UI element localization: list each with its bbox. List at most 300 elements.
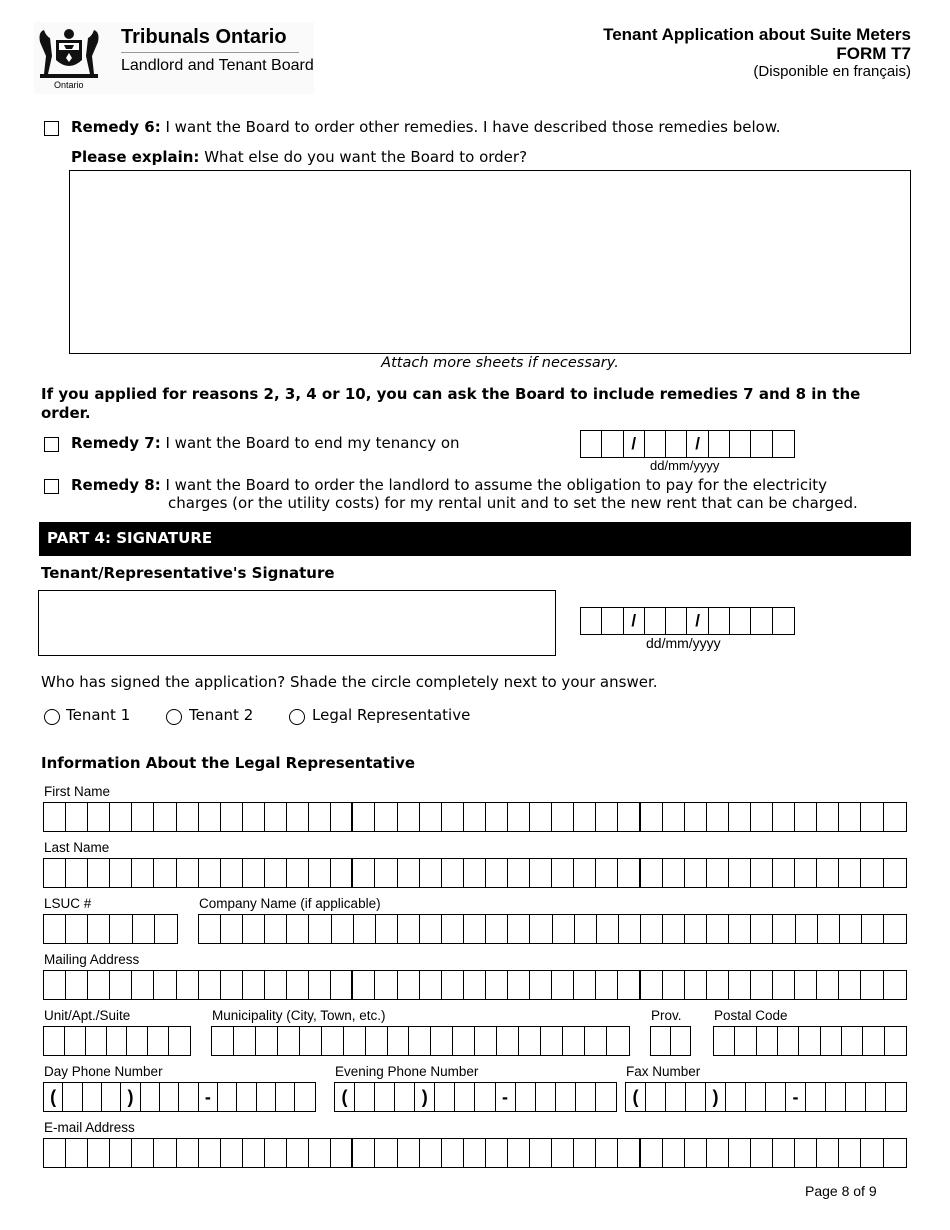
char-cell [508, 1139, 530, 1167]
char-cell [795, 1139, 817, 1167]
char-cell: - [199, 1083, 218, 1111]
remedy7-label: Remedy 7: [71, 434, 161, 452]
date-cell [602, 608, 623, 634]
char-cell [110, 1139, 132, 1167]
date-cell: / [687, 431, 708, 457]
char-cell [66, 859, 88, 887]
char-cell [265, 915, 287, 943]
char-cell [508, 915, 530, 943]
char-cell [574, 803, 596, 831]
char-cell [199, 971, 221, 999]
char-cell [257, 1083, 276, 1111]
date-cell [730, 431, 751, 457]
char-cell [806, 1083, 826, 1111]
char-cell [179, 1083, 198, 1111]
char-cell [663, 859, 685, 887]
remedy8-label: Remedy 8: [71, 476, 161, 494]
char-cell [817, 1139, 839, 1167]
char-cell [398, 1139, 420, 1167]
char-cell [243, 1139, 265, 1167]
char-cell [646, 1083, 666, 1111]
char-cell [375, 859, 397, 887]
char-cell [218, 1083, 237, 1111]
signature-heading: Tenant/Representative's Signature [41, 564, 335, 582]
char-cell [154, 1139, 176, 1167]
char-cell [757, 1027, 778, 1055]
char-cell [409, 1027, 431, 1055]
remedy8-text-line1: I want the Board to order the landlord to assume the obligation to pay for the electricity [165, 476, 828, 494]
header-logo-area [34, 22, 314, 94]
part4-header-bar [39, 522, 911, 556]
evening-phone-field[interactable] [334, 1082, 617, 1112]
day-phone-label: Day Phone Number [44, 1064, 163, 1079]
date-cell [645, 608, 666, 634]
char-cell [530, 1139, 552, 1167]
char-cell [243, 971, 265, 999]
char-cell [366, 1027, 388, 1055]
char-cell [817, 859, 839, 887]
char-cell [861, 971, 883, 999]
char-cell [751, 915, 773, 943]
char-cell [464, 1139, 486, 1167]
char-cell [278, 1027, 300, 1055]
char-cell [751, 1139, 773, 1167]
char-cell [83, 1083, 102, 1111]
french-note: (Disponible en français) [753, 63, 911, 80]
char-cell [839, 971, 861, 999]
day-phone-field[interactable] [43, 1082, 316, 1112]
char-cell [110, 803, 132, 831]
lsuc-field[interactable] [43, 914, 178, 944]
char-cell [666, 1083, 686, 1111]
char-cell [243, 803, 265, 831]
signature-box[interactable] [38, 590, 556, 656]
char-cell [530, 915, 552, 943]
char-cell [353, 971, 375, 999]
char-cell [826, 1083, 846, 1111]
char-cell [464, 971, 486, 999]
date-cell [773, 431, 794, 457]
unit-field[interactable] [43, 1026, 191, 1056]
char-cell [44, 1139, 66, 1167]
char-cell [735, 1027, 756, 1055]
char-cell [464, 859, 486, 887]
char-cell [574, 971, 596, 999]
char-cell [751, 803, 773, 831]
reasons-note: If you applied for reasons 2, 3, 4 or 10, you can ask the Board to include remedies 7 and 8 in the order. [41, 385, 861, 422]
char-cell [530, 971, 552, 999]
char-cell [641, 1139, 663, 1167]
email-label: E-mail Address [44, 1120, 135, 1135]
char-cell [821, 1027, 842, 1055]
char-cell [309, 915, 331, 943]
char-cell [817, 803, 839, 831]
char-cell [508, 803, 530, 831]
attach-note: Attach more sheets if necessary. [381, 355, 619, 371]
char-cell [221, 859, 243, 887]
remedy6-text: I want the Board to order other remedies. I have described those remedies below. [165, 118, 781, 136]
char-cell [596, 971, 618, 999]
date-cell [666, 608, 687, 634]
char-cell [729, 915, 751, 943]
char-cell [671, 1027, 691, 1055]
page-number: Page 8 of 9 [805, 1183, 877, 1199]
char-cell [331, 1139, 353, 1167]
char-cell [309, 803, 331, 831]
char-cell [707, 1139, 729, 1167]
char-cell [420, 971, 442, 999]
char-cell [663, 971, 685, 999]
date-cell [709, 608, 730, 634]
char-cell [221, 803, 243, 831]
char-cell [861, 859, 883, 887]
char-cell [265, 971, 287, 999]
char-cell: ) [415, 1083, 435, 1111]
unit-label: Unit/Apt./Suite [44, 1008, 131, 1023]
char-cell [88, 971, 110, 999]
char-cell [707, 971, 729, 999]
char-cell [766, 1083, 786, 1111]
char-cell [420, 859, 442, 887]
char-cell [530, 859, 552, 887]
char-cell [420, 1139, 442, 1167]
province-label: Prov. [651, 1008, 682, 1023]
last-name-field[interactable] [43, 858, 907, 888]
char-cell [375, 971, 397, 999]
mailing-address-field[interactable] [43, 970, 907, 1000]
char-cell [148, 1027, 169, 1055]
char-cell [884, 803, 906, 831]
email-field[interactable] [43, 1138, 907, 1168]
char-cell: ) [706, 1083, 726, 1111]
char-cell [685, 1139, 707, 1167]
char-cell [287, 971, 309, 999]
char-cell [574, 1139, 596, 1167]
char-cell [773, 1139, 795, 1167]
char-cell [746, 1083, 766, 1111]
char-cell [221, 915, 243, 943]
char-cell [773, 915, 795, 943]
char-cell [265, 1139, 287, 1167]
char-cell [552, 803, 574, 831]
date-cell [645, 431, 666, 457]
char-cell [863, 1027, 884, 1055]
char-cell [199, 859, 221, 887]
char-cell [552, 859, 574, 887]
char-cell [66, 971, 88, 999]
char-cell [842, 1027, 863, 1055]
char-cell [839, 1139, 861, 1167]
remedy7-checkbox[interactable] [44, 437, 59, 452]
char-cell [729, 859, 751, 887]
remedy6-line [71, 118, 781, 136]
char-cell [486, 803, 508, 831]
char-cell [127, 1027, 148, 1055]
char-cell [133, 915, 155, 943]
char-cell [729, 1139, 751, 1167]
char-cell [376, 915, 398, 943]
char-cell [663, 803, 685, 831]
char-cell [295, 1083, 314, 1111]
char-cell [331, 803, 353, 831]
char-cell [177, 859, 199, 887]
remedy6-label: Remedy 6: [71, 118, 161, 136]
char-cell [497, 1027, 519, 1055]
char-cell [287, 1139, 309, 1167]
remedy6-explain [71, 148, 527, 166]
char-cell [141, 1083, 160, 1111]
char-cell [221, 971, 243, 999]
date-cell [751, 431, 772, 457]
lsuc-label: LSUC # [44, 896, 92, 911]
company-field[interactable] [198, 914, 907, 944]
char-cell: - [496, 1083, 516, 1111]
char-cell [541, 1027, 563, 1055]
char-cell [866, 1083, 886, 1111]
char-cell [618, 1139, 640, 1167]
char-cell [88, 803, 110, 831]
char-cell [322, 1027, 344, 1055]
remedy7-date-field[interactable] [580, 430, 795, 458]
char-cell [799, 1027, 820, 1055]
date-cell [666, 431, 687, 457]
char-cell [309, 1139, 331, 1167]
char-cell [641, 971, 663, 999]
char-cell [619, 915, 641, 943]
char-cell [177, 1139, 199, 1167]
char-cell [88, 1139, 110, 1167]
char-cell [63, 1083, 82, 1111]
date-cell [730, 608, 751, 634]
char-cell [729, 971, 751, 999]
explain-text: What else do you want the Board to order? [204, 148, 528, 166]
char-cell [154, 859, 176, 887]
char-cell [442, 859, 464, 887]
char-cell [110, 915, 132, 943]
char-cell [486, 1139, 508, 1167]
char-cell [707, 915, 729, 943]
char-cell [431, 1027, 453, 1055]
legal-rep-heading: Information About the Legal Representative [41, 754, 416, 772]
char-cell [464, 915, 486, 943]
char-cell [685, 971, 707, 999]
char-cell [212, 1027, 234, 1055]
org-name: Tribunals Ontario [121, 26, 287, 48]
char-cell [574, 859, 596, 887]
char-cell [177, 971, 199, 999]
char-cell [641, 915, 663, 943]
char-cell [455, 1083, 475, 1111]
char-cell [86, 1027, 107, 1055]
char-cell [464, 803, 486, 831]
explain-label: Please explain: [71, 148, 200, 166]
char-cell [265, 859, 287, 887]
char-cell [795, 803, 817, 831]
char-cell [66, 1139, 88, 1167]
char-cell [596, 1083, 616, 1111]
char-cell [685, 803, 707, 831]
char-cell [199, 1139, 221, 1167]
char-cell: - [786, 1083, 806, 1111]
char-cell [169, 1027, 190, 1055]
char-cell [395, 1083, 415, 1111]
date-cell: / [687, 608, 708, 634]
char-cell [885, 1027, 906, 1055]
radio-label-tenant-2: Tenant 2 [189, 706, 254, 724]
char-cell [44, 1027, 65, 1055]
char-cell [309, 971, 331, 999]
char-cell [398, 803, 420, 831]
logo-caption: Ontario [54, 80, 84, 90]
char-cell [344, 1027, 366, 1055]
char-cell [398, 915, 420, 943]
char-cell [839, 803, 861, 831]
char-cell [552, 1139, 574, 1167]
postal-code-field[interactable] [713, 1026, 907, 1056]
char-cell [729, 803, 751, 831]
char-cell [132, 1139, 154, 1167]
char-cell [442, 971, 464, 999]
char-cell [453, 1027, 475, 1055]
province-field[interactable] [650, 1026, 691, 1056]
char-cell [107, 1027, 128, 1055]
char-cell [435, 1083, 455, 1111]
char-cell [110, 971, 132, 999]
date-cell [773, 608, 794, 634]
char-cell [355, 1083, 375, 1111]
char-cell [817, 971, 839, 999]
char-cell [773, 859, 795, 887]
char-cell [553, 915, 575, 943]
remedy8-text-line2: charges (or the utility costs) for my rental unit and to set the new rent that can be charged. [168, 494, 858, 512]
char-cell [243, 859, 265, 887]
char-cell [884, 915, 906, 943]
radio-tenant-2[interactable] [166, 709, 182, 725]
char-cell [516, 1083, 536, 1111]
char-cell [44, 859, 66, 887]
char-cell [751, 859, 773, 887]
char-cell [44, 803, 66, 831]
char-cell [442, 1139, 464, 1167]
char-cell [88, 915, 110, 943]
char-cell [641, 803, 663, 831]
char-cell [641, 859, 663, 887]
char-cell [398, 859, 420, 887]
signature-date-format: dd/mm/yyyy [646, 635, 721, 651]
radio-legal-representative[interactable] [289, 709, 305, 725]
char-cell [618, 971, 640, 999]
char-cell [375, 1083, 395, 1111]
char-cell [388, 1027, 410, 1055]
date-cell: / [624, 608, 645, 634]
remedy6-explanation-box[interactable] [69, 170, 911, 354]
char-cell [287, 915, 309, 943]
char-cell [796, 915, 818, 943]
remedy7-date-format: dd/mm/yyyy [650, 458, 720, 473]
char-cell [618, 859, 640, 887]
char-cell [420, 803, 442, 831]
char-cell [332, 915, 354, 943]
date-cell [709, 431, 730, 457]
char-cell [685, 859, 707, 887]
char-cell [353, 859, 375, 887]
municipality-field[interactable] [211, 1026, 630, 1056]
char-cell [686, 1083, 706, 1111]
municipality-label: Municipality (City, Town, etc.) [212, 1008, 386, 1023]
char-cell [726, 1083, 746, 1111]
char-cell [597, 915, 619, 943]
char-cell [486, 971, 508, 999]
char-cell [651, 1027, 671, 1055]
evening-phone-label: Evening Phone Number [335, 1064, 479, 1079]
char-cell [234, 1027, 256, 1055]
char-cell [556, 1083, 576, 1111]
char-cell [442, 915, 464, 943]
char-cell [475, 1027, 497, 1055]
char-cell [563, 1027, 585, 1055]
char-cell [839, 859, 861, 887]
char-cell [199, 803, 221, 831]
char-cell [475, 1083, 495, 1111]
char-cell [375, 1139, 397, 1167]
char-cell [751, 971, 773, 999]
radio-tenant-1[interactable] [44, 709, 60, 725]
char-cell [576, 1083, 596, 1111]
remedy8-checkbox[interactable] [44, 479, 59, 494]
signature-date-field[interactable] [580, 607, 795, 635]
radio-label-tenant-1: Tenant 1 [66, 706, 131, 724]
char-cell [177, 803, 199, 831]
char-cell [486, 859, 508, 887]
char-cell [714, 1027, 735, 1055]
org-subname: Landlord and Tenant Board [121, 57, 314, 74]
form-title: Tenant Application about Suite Meters [603, 25, 911, 44]
char-cell [618, 803, 640, 831]
org-divider [121, 52, 299, 53]
char-cell [886, 1083, 906, 1111]
char-cell [66, 803, 88, 831]
mailing-address-label: Mailing Address [44, 952, 140, 967]
char-cell [585, 1027, 607, 1055]
char-cell [154, 971, 176, 999]
char-cell [102, 1083, 121, 1111]
char-cell [707, 803, 729, 831]
char-cell [663, 1139, 685, 1167]
char-cell [486, 915, 508, 943]
char-cell [685, 915, 707, 943]
remedy6-checkbox[interactable] [44, 121, 59, 136]
char-cell [160, 1083, 179, 1111]
char-cell [795, 859, 817, 887]
char-cell [243, 915, 265, 943]
char-cell [287, 803, 309, 831]
char-cell [536, 1083, 556, 1111]
remedy8-line [71, 476, 827, 494]
fax-field[interactable] [625, 1082, 907, 1112]
char-cell [707, 859, 729, 887]
char-cell [840, 915, 862, 943]
first-name-field[interactable] [43, 802, 907, 832]
char-cell [884, 859, 906, 887]
date-cell [602, 431, 623, 457]
char-cell [300, 1027, 322, 1055]
char-cell [287, 859, 309, 887]
char-cell [375, 803, 397, 831]
char-cell [221, 1139, 243, 1167]
char-cell [65, 1027, 86, 1055]
char-cell [508, 971, 530, 999]
char-cell [265, 803, 287, 831]
